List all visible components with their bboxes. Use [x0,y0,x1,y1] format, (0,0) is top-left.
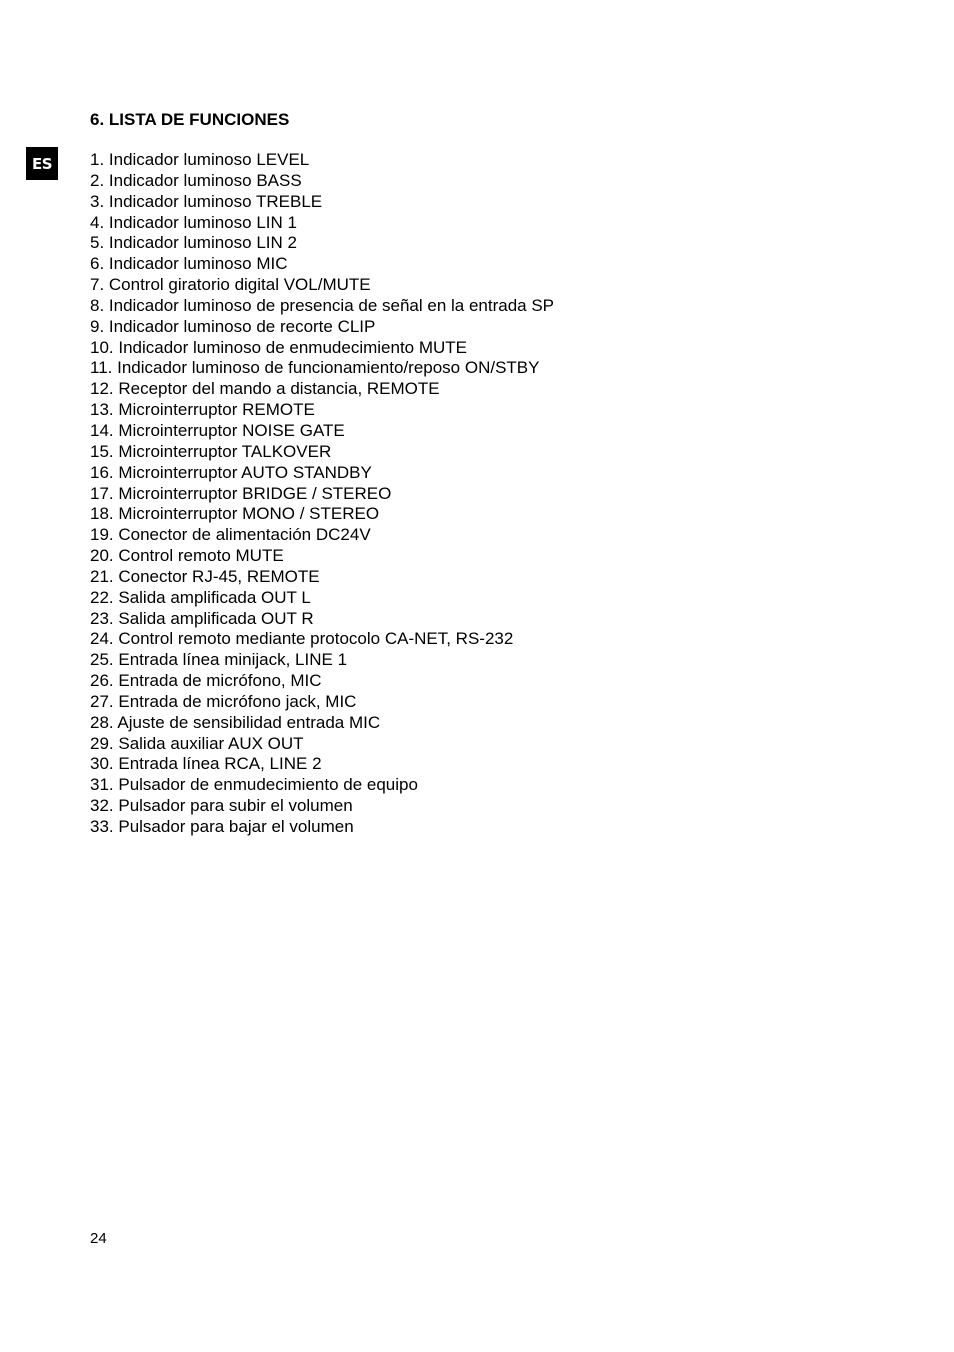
list-item: 31. Pulsador de enmudecimiento de equipo [90,775,418,795]
section-title: 6. LISTA DE FUNCIONES [90,110,290,129]
list-item: 20. Control remoto MUTE [90,546,284,566]
functions-list [90,150,554,838]
language-tab: ES [26,147,58,180]
list-item: 25. Entrada línea minijack, LINE 1 [90,650,348,670]
list-item: 7. Control giratorio digital VOL/MUTE [90,275,371,295]
list-item: 18. Microinterruptor MONO / STEREO [90,504,380,524]
list-item: 9. Indicador luminoso de recorte CLIP [90,316,376,336]
list-item: 8. Indicador luminoso de presencia de señal en la entrada SP [90,295,555,315]
list-item: 14. Microinterruptor NOISE GATE [90,420,345,440]
list-item: 27. Entrada de micrófono jack, MIC [90,691,357,711]
list-item: 5. Indicador luminoso LIN 2 [90,233,297,253]
list-item: 6. Indicador luminoso MIC [90,254,288,274]
list-item: 3. Indicador luminoso TREBLE [90,191,323,211]
list-item: 15. Microinterruptor TALKOVER [90,441,332,461]
list-item: 12. Receptor del mando a distancia, REMOTE [90,379,440,399]
list-item: 29. Salida auxiliar AUX OUT [90,733,304,753]
list-item: 13. Microinterruptor REMOTE [90,400,315,420]
list-item: 22. Salida amplificada OUT L [90,587,311,607]
list-item: 11. Indicador luminoso de funcionamiento/reposo ON/STBY [90,358,540,378]
list-item: 23. Salida amplificada OUT R [90,608,314,628]
list-item: 28. Ajuste de sensibilidad entrada MIC [90,712,381,732]
page-number: 24 [90,1230,107,1247]
list-item: 1. Indicador luminoso LEVEL [90,150,310,169]
list-item: 21. Conector RJ-45, REMOTE [90,566,320,586]
list-item: 19. Conector de alimentación DC24V [90,525,371,545]
list-item: 10. Indicador luminoso de enmudecimiento MUTE [90,337,468,357]
list-item: 26. Entrada de micrófono, MIC [90,671,322,691]
list-item: 30. Entrada línea RCA, LINE 2 [90,754,322,774]
list-item: 24. Control remoto mediante protocolo CA-NET, RS-232 [90,629,514,649]
list-item: 2. Indicador luminoso BASS [90,170,302,190]
list-item: 16. Microinterruptor AUTO STANDBY [90,462,372,482]
list-item: 32. Pulsador para subir el volumen [90,796,353,816]
list-item: 4. Indicador luminoso LIN 1 [90,212,297,232]
list-item: 17. Microinterruptor BRIDGE / STEREO [90,483,392,503]
list-item: 33. Pulsador para bajar el volumen [90,817,354,836]
